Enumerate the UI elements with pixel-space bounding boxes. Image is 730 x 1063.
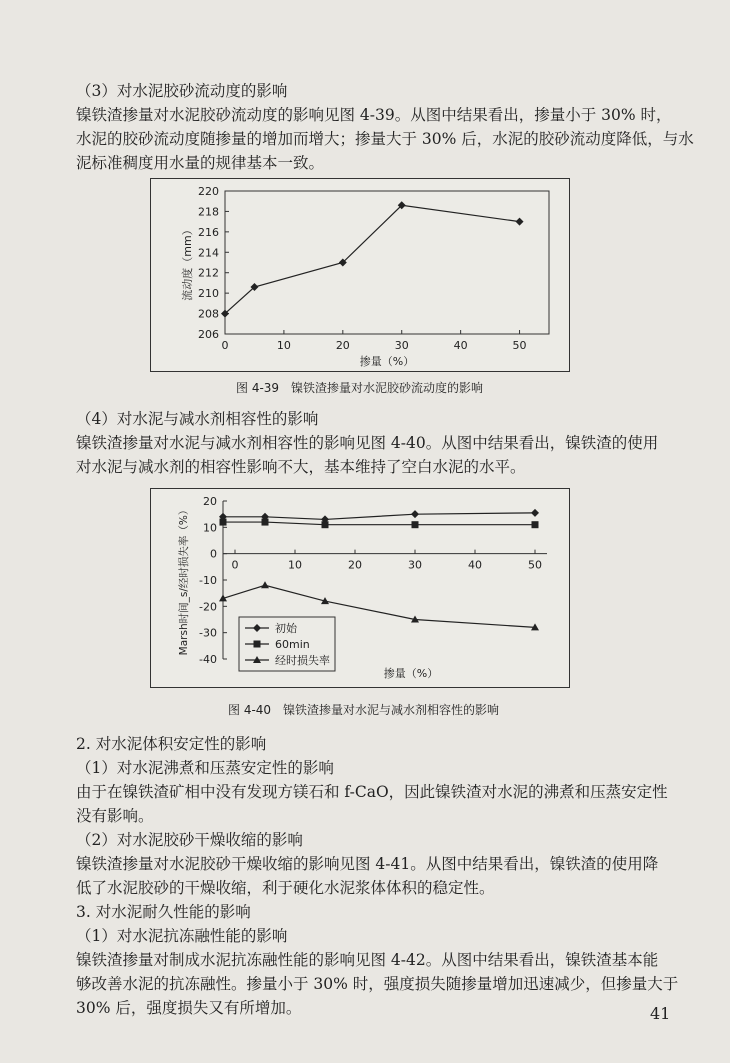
flowability-chart-svg xyxy=(151,179,569,371)
x-tick-label: 40 xyxy=(453,339,468,352)
paragraph-line: 镍铁渣掺量对制成水泥抗冻融性能的影响见图 4-42。从图中结果看出，镍铁渣基本能 xyxy=(76,951,659,969)
x-tick-label: 40 xyxy=(468,558,482,572)
data-point xyxy=(532,521,539,528)
figure-4-40-caption: 图 4-40 镍铁渣掺量对水泥与减水剂相容性的影响 xyxy=(228,703,500,717)
legend-marker xyxy=(254,641,261,648)
legend-label: 初始 xyxy=(275,622,297,635)
y-tick-label: 0 xyxy=(210,547,217,561)
data-point xyxy=(531,509,539,517)
paragraph-line: 对水泥与减水剂的相容性影响不大，基本维持了空白水泥的水平。 xyxy=(76,458,526,476)
flowability-chart xyxy=(150,178,570,372)
figure-4-39-caption: 图 4-39 镍铁渣掺量对水泥胶砂流动度的影响 xyxy=(236,381,484,395)
paragraph-line: 镍铁渣掺量对水泥与减水剂相容性的影响见图 4-40。从图中结果看出，镍铁渣的使用 xyxy=(76,434,659,452)
series-line xyxy=(223,522,535,525)
y-tick-label: 220 xyxy=(198,185,219,198)
x-tick-label: 50 xyxy=(528,558,542,572)
section-3-title: （3）对水泥胶砂流动度的影响 xyxy=(76,82,288,100)
paragraph-line: 低了水泥胶砂的干燥收缩，利于硬化水泥浆体体积的稳定性。 xyxy=(76,879,495,897)
x-tick-label: 30 xyxy=(408,558,422,572)
x-tick-label: 10 xyxy=(276,339,291,352)
legend-label: 经时损失率 xyxy=(275,654,330,667)
data-point xyxy=(411,510,419,518)
y-tick-label: -20 xyxy=(199,600,217,614)
paragraph-line: 镍铁渣掺量对水泥胶砂流动度的影响见图 4-39。从图中结果看出，掺量小于 30% 时， xyxy=(76,106,672,124)
paragraph-line: 30% 后，强度损失又有所增加。 xyxy=(76,999,302,1017)
data-point xyxy=(322,521,329,528)
x-tick-label: 10 xyxy=(288,558,302,572)
heading-2-2: （2）对水泥胶砂干燥收缩的影响 xyxy=(76,831,303,849)
x-tick-label: 30 xyxy=(394,339,409,352)
heading-2: 2. 对水泥体积安定性的影响 xyxy=(76,735,267,753)
paragraph-line: 够改善水泥的抗冻融性。掺量小于 30% 时，强度损失随掺量增加迅速减少，但掺量大于 xyxy=(76,975,679,993)
y-tick-label: 216 xyxy=(198,225,219,239)
x-axis-label: 掺量（%） xyxy=(359,355,415,368)
paragraph-line: 镍铁渣掺量对水泥胶砂干燥收缩的影响见图 4-41。从图中结果看出，镍铁渣的使用降 xyxy=(76,855,659,873)
legend-label: 60min xyxy=(275,638,310,651)
y-tick-label: -40 xyxy=(199,653,217,666)
data-point xyxy=(262,519,269,526)
section-4-title: （4）对水泥与减水剂相容性的影响 xyxy=(76,410,319,428)
y-tick-label: 20 xyxy=(203,495,217,508)
data-point xyxy=(412,521,419,528)
y-tick-label: -30 xyxy=(199,626,217,640)
paragraph-line: 没有影响。 xyxy=(76,807,154,825)
x-tick-label: 0 xyxy=(221,339,229,352)
x-tick-label: 0 xyxy=(231,558,239,572)
paragraph-line: 由于在镍铁渣矿相中没有发现方镁石和 f-CaO，因此镍铁渣对水泥的沸煮和压蒸安定性 xyxy=(76,783,668,801)
y-tick-label: 210 xyxy=(198,287,219,301)
x-axis-label: 掺量（%） xyxy=(383,667,439,680)
paragraph-line: 水泥的胶砂流动度随掺量的增加而增大；掺量大于 30% 后，水泥的胶砂流动度降低，与水 xyxy=(76,130,694,148)
plot-frame xyxy=(225,191,549,334)
x-tick-label: 20 xyxy=(335,339,350,352)
series-line xyxy=(225,205,520,313)
data-point xyxy=(516,218,524,226)
compatibility-chart-svg xyxy=(151,489,569,687)
y-tick-label: 206 xyxy=(198,328,219,341)
compatibility-chart xyxy=(150,488,570,688)
series-line xyxy=(223,513,535,520)
y-tick-label: 10 xyxy=(203,521,217,535)
heading-2-1: （1）对水泥沸煮和压蒸安定性的影响 xyxy=(76,759,334,777)
data-point xyxy=(261,581,269,588)
x-tick-label: 50 xyxy=(512,339,527,352)
data-point xyxy=(220,519,227,526)
y-tick-label: 212 xyxy=(198,266,219,280)
y-tick-label: 208 xyxy=(198,307,219,321)
page-number: 41 xyxy=(650,1004,671,1023)
paragraph-line: 泥标准稠度用水量的规律基本一致。 xyxy=(76,154,325,172)
x-tick-label: 20 xyxy=(348,558,362,572)
y-axis-label: 流动度（mm） xyxy=(181,224,194,301)
heading-3-1: （1）对水泥抗冻融性能的影响 xyxy=(76,927,288,945)
y-tick-label: -10 xyxy=(199,574,217,587)
heading-3: 3. 对水泥耐久性能的影响 xyxy=(76,903,251,921)
y-axis-label: Marsh时间_s/经时损失率（%） xyxy=(178,504,190,656)
y-tick-label: 214 xyxy=(198,246,219,260)
y-tick-label: 218 xyxy=(198,205,219,219)
